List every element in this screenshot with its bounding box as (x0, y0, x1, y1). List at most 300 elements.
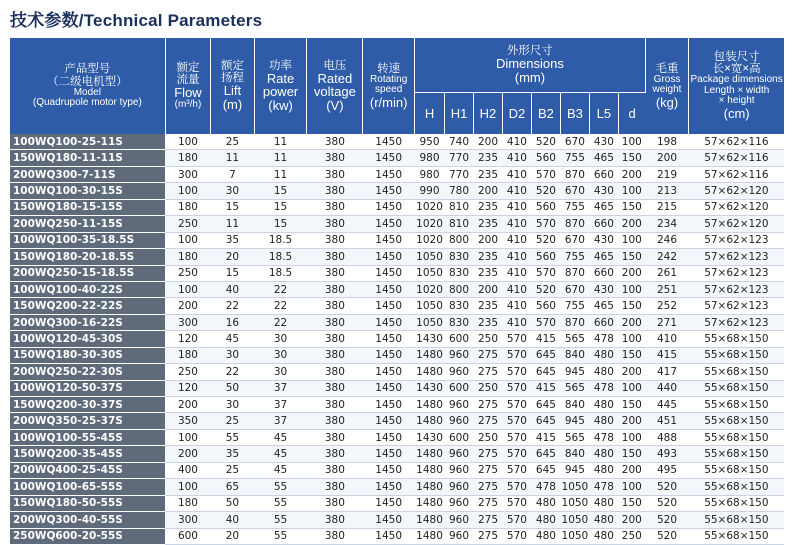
cell-dim-b3: 755 (560, 249, 589, 265)
cell-dim-b2: 645 (531, 397, 560, 413)
cell-dim-h: 1480 (415, 512, 445, 528)
cell-lift: 55 (211, 429, 254, 445)
cell-dim-l5: 660 (589, 314, 618, 330)
cell-speed: 1450 (363, 183, 415, 199)
cell-dim-h1: 960 (445, 446, 474, 462)
cell-lift: 30 (211, 183, 254, 199)
cell-weight: 213 (645, 183, 688, 199)
cell-package: 57×62×123 (689, 298, 784, 314)
cell-dim-l5: 465 (589, 298, 618, 314)
cell-power: 15 (254, 216, 307, 232)
cell-model: 200WQ300-16-22S (10, 314, 165, 330)
cell-dim-d: 200 (618, 314, 645, 330)
cell-dim-h2: 250 (474, 331, 503, 347)
cell-dim-h1: 600 (445, 380, 474, 396)
cell-speed: 1450 (363, 512, 415, 528)
table-row (10, 166, 784, 182)
table-row (10, 380, 784, 396)
cell-model: 200WQ300-7-11S (10, 166, 165, 182)
cell-dim-h2: 200 (474, 281, 503, 297)
cell-lift: 30 (211, 347, 254, 363)
cell-lift: 50 (211, 495, 254, 511)
cell-model: 150WQ180-15-15S (10, 199, 165, 215)
cell-speed: 1450 (363, 380, 415, 396)
cell-model: 100WQ100-55-45S (10, 429, 165, 445)
cell-model: 100WQ120-50-37S (10, 380, 165, 396)
cell-lift: 25 (211, 462, 254, 478)
cell-power: 11 (254, 150, 307, 166)
cell-flow: 300 (165, 166, 211, 182)
cell-dim-b2: 480 (531, 528, 560, 544)
cell-lift: 35 (211, 232, 254, 248)
cell-dim-b2: 645 (531, 446, 560, 462)
cell-dim-d2: 570 (502, 413, 531, 429)
cell-weight: 451 (645, 413, 688, 429)
cell-dim-d: 100 (618, 183, 645, 199)
cell-speed: 1450 (363, 265, 415, 281)
table-row (10, 413, 784, 429)
cell-power: 55 (254, 512, 307, 528)
header-lift: 额定 扬程 Lift (m) (211, 38, 254, 134)
cell-model: 150WQ200-30-37S (10, 397, 165, 413)
cell-voltage: 380 (307, 413, 363, 429)
cell-dim-b3: 945 (560, 462, 589, 478)
cell-voltage: 380 (307, 380, 363, 396)
header-dim-l5: L5 (589, 93, 618, 135)
cell-speed: 1450 (363, 199, 415, 215)
cell-dim-b2: 415 (531, 429, 560, 445)
cell-dim-l5: 478 (589, 479, 618, 495)
cell-dim-h: 1050 (415, 298, 445, 314)
cell-package: 57×62×123 (689, 265, 784, 281)
table-row (10, 265, 784, 281)
cell-dim-l5: 480 (589, 397, 618, 413)
cell-dim-h1: 770 (445, 150, 474, 166)
cell-dim-b2: 645 (531, 413, 560, 429)
cell-dim-b2: 560 (531, 199, 560, 215)
cell-dim-h: 1480 (415, 347, 445, 363)
cell-power: 45 (254, 462, 307, 478)
cell-power: 22 (254, 298, 307, 314)
cell-dim-d2: 410 (502, 314, 531, 330)
cell-dim-b3: 670 (560, 281, 589, 297)
cell-lift: 25 (211, 134, 254, 150)
header-row (10, 38, 784, 93)
cell-weight: 219 (645, 166, 688, 182)
cell-weight: 520 (645, 512, 688, 528)
cell-dim-d2: 570 (502, 495, 531, 511)
table-row (10, 249, 784, 265)
cell-voltage: 380 (307, 364, 363, 380)
cell-dim-l5: 480 (589, 446, 618, 462)
cell-model: 100WQ100-40-22S (10, 281, 165, 297)
cell-weight: 198 (645, 134, 688, 150)
cell-dim-h: 1050 (415, 249, 445, 265)
cell-dim-h2: 250 (474, 429, 503, 445)
header-power: 功率 Rate power (kw) (254, 38, 307, 134)
cell-package: 55×68×150 (689, 512, 784, 528)
cell-dim-h1: 960 (445, 462, 474, 478)
cell-model: 100WQ100-30-15S (10, 183, 165, 199)
cell-dim-d: 150 (618, 446, 645, 462)
cell-dim-h: 1430 (415, 380, 445, 396)
cell-flow: 100 (165, 429, 211, 445)
cell-weight: 488 (645, 429, 688, 445)
cell-package: 55×68×150 (689, 446, 784, 462)
cell-dim-h2: 275 (474, 528, 503, 544)
cell-dim-b3: 840 (560, 446, 589, 462)
cell-weight: 520 (645, 528, 688, 544)
cell-dim-l5: 480 (589, 347, 618, 363)
cell-lift: 11 (211, 150, 254, 166)
cell-lift: 40 (211, 281, 254, 297)
cell-dim-d2: 570 (502, 462, 531, 478)
table-row (10, 232, 784, 248)
cell-dim-b2: 570 (531, 166, 560, 182)
cell-lift: 20 (211, 249, 254, 265)
cell-dim-d2: 570 (502, 364, 531, 380)
cell-dim-h1: 830 (445, 298, 474, 314)
cell-flow: 120 (165, 380, 211, 396)
cell-dim-b3: 1050 (560, 512, 589, 528)
cell-dim-b2: 520 (531, 232, 560, 248)
cell-dim-h: 1480 (415, 528, 445, 544)
cell-dim-b3: 840 (560, 347, 589, 363)
header-flow: 额定 流量 Flow (m³/h) (165, 38, 211, 134)
cell-dim-b3: 565 (560, 380, 589, 396)
cell-speed: 1450 (363, 166, 415, 182)
cell-dim-l5: 430 (589, 281, 618, 297)
table-row (10, 199, 784, 215)
cell-dim-h: 1050 (415, 265, 445, 281)
header-model (10, 38, 165, 134)
cell-model: 200WQ350-25-37S (10, 413, 165, 429)
cell-package: 57×62×123 (689, 232, 784, 248)
cell-dim-b2: 645 (531, 462, 560, 478)
header-dim-d: d (618, 93, 645, 135)
header-dim-b3: B3 (560, 93, 589, 135)
cell-dim-h1: 830 (445, 249, 474, 265)
cell-dim-h: 1480 (415, 479, 445, 495)
header-dim-h: H (415, 93, 445, 135)
cell-power: 30 (254, 347, 307, 363)
cell-dim-d: 150 (618, 347, 645, 363)
cell-voltage: 380 (307, 495, 363, 511)
cell-dim-h2: 275 (474, 397, 503, 413)
cell-dim-d: 150 (618, 199, 645, 215)
cell-dim-d: 100 (618, 380, 645, 396)
cell-dim-h: 1020 (415, 216, 445, 232)
cell-dim-h2: 235 (474, 298, 503, 314)
cell-dim-h: 1020 (415, 281, 445, 297)
cell-lift: 22 (211, 298, 254, 314)
cell-dim-d2: 570 (502, 512, 531, 528)
cell-dim-d2: 410 (502, 298, 531, 314)
header-voltage: 电压 Rated voltage (V) (307, 38, 363, 134)
cell-weight: 520 (645, 479, 688, 495)
cell-lift: 16 (211, 314, 254, 330)
cell-flow: 300 (165, 314, 211, 330)
cell-package: 55×68×150 (689, 380, 784, 396)
cell-flow: 200 (165, 397, 211, 413)
cell-package: 55×68×150 (689, 347, 784, 363)
page-title: 技术参数/Technical Parameters (10, 11, 263, 30)
cell-flow: 180 (165, 495, 211, 511)
cell-model: 150WQ180-50-55S (10, 495, 165, 511)
cell-dim-h: 1430 (415, 331, 445, 347)
cell-dim-h2: 250 (474, 380, 503, 396)
cell-dim-d: 200 (618, 462, 645, 478)
cell-dim-d2: 570 (502, 528, 531, 544)
cell-dim-h2: 235 (474, 150, 503, 166)
cell-lift: 15 (211, 265, 254, 281)
header-model-cn2: （二级电机型） (47, 75, 128, 88)
cell-power: 15 (254, 199, 307, 215)
cell-dim-h1: 800 (445, 232, 474, 248)
table-row (10, 479, 784, 495)
cell-dim-d2: 410 (502, 183, 531, 199)
cell-model: 200WQ250-22-30S (10, 364, 165, 380)
cell-model: 150WQ180-20-18.5S (10, 249, 165, 265)
cell-dim-h: 1480 (415, 462, 445, 478)
cell-weight: 445 (645, 397, 688, 413)
cell-dim-b3: 670 (560, 183, 589, 199)
cell-package: 57×62×120 (689, 199, 784, 215)
header-dim-b2: B2 (531, 93, 560, 135)
table-row (10, 462, 784, 478)
cell-dim-h1: 770 (445, 166, 474, 182)
header-model-cn: 产品型号 (64, 63, 111, 76)
cell-dim-b3: 755 (560, 150, 589, 166)
cell-flow: 100 (165, 232, 211, 248)
cell-dim-h2: 235 (474, 249, 503, 265)
cell-package: 55×68×150 (689, 429, 784, 445)
cell-dim-h: 1480 (415, 364, 445, 380)
table-row (10, 216, 784, 232)
cell-speed: 1450 (363, 495, 415, 511)
cell-package: 57×62×123 (689, 314, 784, 330)
cell-dim-h1: 600 (445, 331, 474, 347)
cell-dim-l5: 480 (589, 528, 618, 544)
cell-package: 57×62×116 (689, 150, 784, 166)
cell-package: 55×68×150 (689, 495, 784, 511)
cell-lift: 40 (211, 512, 254, 528)
cell-package: 57×62×120 (689, 183, 784, 199)
header-weight: 毛重 Gross weight (kg) (645, 38, 688, 134)
cell-power: 18.5 (254, 232, 307, 248)
cell-dim-h1: 830 (445, 265, 474, 281)
cell-dim-h: 1020 (415, 232, 445, 248)
cell-dim-h1: 600 (445, 429, 474, 445)
cell-speed: 1450 (363, 462, 415, 478)
cell-dim-b3: 1050 (560, 495, 589, 511)
cell-dim-b2: 560 (531, 249, 560, 265)
cell-dim-d2: 570 (502, 347, 531, 363)
cell-voltage: 380 (307, 528, 363, 544)
cell-dim-b2: 415 (531, 380, 560, 396)
cell-dim-b2: 570 (531, 314, 560, 330)
cell-model: 150WQ200-22-22S (10, 298, 165, 314)
cell-speed: 1450 (363, 314, 415, 330)
cell-voltage: 380 (307, 479, 363, 495)
cell-dim-b2: 570 (531, 265, 560, 281)
cell-lift: 7 (211, 166, 254, 182)
cell-dim-h: 990 (415, 183, 445, 199)
cell-power: 30 (254, 364, 307, 380)
cell-dim-b2: 520 (531, 134, 560, 150)
cell-dim-l5: 480 (589, 413, 618, 429)
cell-speed: 1450 (363, 397, 415, 413)
cell-voltage: 380 (307, 199, 363, 215)
cell-weight: 242 (645, 249, 688, 265)
cell-dim-l5: 480 (589, 512, 618, 528)
cell-dim-h2: 275 (474, 479, 503, 495)
cell-model: 150WQ180-11-11S (10, 150, 165, 166)
technical-parameters-table (10, 38, 784, 545)
cell-dim-l5: 480 (589, 462, 618, 478)
cell-flow: 250 (165, 364, 211, 380)
cell-dim-l5: 465 (589, 199, 618, 215)
cell-lift: 35 (211, 446, 254, 462)
cell-dim-b3: 870 (560, 265, 589, 281)
cell-dim-h2: 235 (474, 216, 503, 232)
cell-flow: 250 (165, 216, 211, 232)
cell-speed: 1450 (363, 232, 415, 248)
cell-weight: 495 (645, 462, 688, 478)
cell-dim-d2: 570 (502, 397, 531, 413)
cell-lift: 65 (211, 479, 254, 495)
cell-dim-h2: 200 (474, 232, 503, 248)
cell-model: 100WQ100-25-11S (10, 134, 165, 150)
cell-package: 57×62×116 (689, 134, 784, 150)
cell-speed: 1450 (363, 429, 415, 445)
cell-dim-b3: 840 (560, 397, 589, 413)
cell-power: 15 (254, 183, 307, 199)
cell-flow: 350 (165, 413, 211, 429)
cell-flow: 100 (165, 281, 211, 297)
cell-power: 18.5 (254, 249, 307, 265)
cell-dim-h2: 275 (474, 413, 503, 429)
cell-dim-h2: 275 (474, 495, 503, 511)
cell-dim-h2: 200 (474, 183, 503, 199)
cell-dim-h2: 235 (474, 166, 503, 182)
cell-model: 250WQ600-20-55S (10, 528, 165, 544)
cell-dim-l5: 480 (589, 495, 618, 511)
cell-dim-h: 1020 (415, 199, 445, 215)
cell-weight: 271 (645, 314, 688, 330)
cell-voltage: 380 (307, 232, 363, 248)
cell-speed: 1450 (363, 528, 415, 544)
cell-dim-b2: 645 (531, 347, 560, 363)
cell-dim-d: 200 (618, 413, 645, 429)
header-dimensions: 外形尺寸 Dimensions (mm) (415, 38, 646, 93)
cell-dim-d: 150 (618, 397, 645, 413)
table-row (10, 495, 784, 511)
cell-lift: 11 (211, 216, 254, 232)
cell-package: 55×68×150 (689, 364, 784, 380)
cell-dim-h1: 740 (445, 134, 474, 150)
cell-dim-d: 150 (618, 495, 645, 511)
cell-dim-h2: 275 (474, 446, 503, 462)
cell-voltage: 380 (307, 347, 363, 363)
cell-flow: 400 (165, 462, 211, 478)
cell-package: 55×68×150 (689, 397, 784, 413)
cell-weight: 215 (645, 199, 688, 215)
cell-power: 11 (254, 166, 307, 182)
cell-dim-b3: 945 (560, 364, 589, 380)
cell-dim-d2: 410 (502, 249, 531, 265)
cell-power: 37 (254, 413, 307, 429)
cell-weight: 234 (645, 216, 688, 232)
cell-dim-l5: 430 (589, 134, 618, 150)
cell-package: 55×68×150 (689, 479, 784, 495)
header-package: 包装尺寸 长×宽×高 Package dimensions Length × width × height (cm) (689, 38, 784, 134)
cell-dim-d2: 410 (502, 150, 531, 166)
cell-power: 55 (254, 495, 307, 511)
cell-voltage: 380 (307, 397, 363, 413)
cell-dim-h1: 780 (445, 183, 474, 199)
cell-dim-l5: 478 (589, 380, 618, 396)
cell-voltage: 380 (307, 446, 363, 462)
cell-weight: 410 (645, 331, 688, 347)
cell-dim-b2: 560 (531, 150, 560, 166)
cell-lift: 30 (211, 397, 254, 413)
cell-power: 22 (254, 281, 307, 297)
cell-dim-d2: 570 (502, 479, 531, 495)
cell-voltage: 380 (307, 249, 363, 265)
cell-package: 55×68×150 (689, 528, 784, 544)
table-row (10, 331, 784, 347)
cell-voltage: 380 (307, 429, 363, 445)
cell-weight: 493 (645, 446, 688, 462)
cell-voltage: 380 (307, 462, 363, 478)
cell-lift: 15 (211, 199, 254, 215)
cell-voltage: 380 (307, 166, 363, 182)
cell-dim-h1: 960 (445, 347, 474, 363)
cell-dim-b2: 570 (531, 216, 560, 232)
cell-dim-d2: 410 (502, 216, 531, 232)
cell-dim-d: 200 (618, 512, 645, 528)
table-row (10, 429, 784, 445)
table-row (10, 150, 784, 166)
cell-flow: 100 (165, 479, 211, 495)
cell-dim-b2: 480 (531, 512, 560, 528)
cell-dim-h2: 235 (474, 314, 503, 330)
cell-dim-h: 1480 (415, 397, 445, 413)
cell-dim-b3: 755 (560, 298, 589, 314)
cell-power: 45 (254, 446, 307, 462)
cell-dim-h2: 235 (474, 199, 503, 215)
cell-dim-d: 200 (618, 265, 645, 281)
cell-dim-l5: 430 (589, 232, 618, 248)
cell-model: 100WQ120-45-30S (10, 331, 165, 347)
cell-power: 11 (254, 134, 307, 150)
cell-voltage: 380 (307, 150, 363, 166)
cell-power: 55 (254, 479, 307, 495)
cell-dim-h1: 960 (445, 364, 474, 380)
cell-dim-l5: 465 (589, 150, 618, 166)
table-row (10, 347, 784, 363)
cell-dim-d2: 410 (502, 265, 531, 281)
table-row (10, 528, 784, 544)
cell-package: 55×68×150 (689, 413, 784, 429)
cell-dim-h2: 200 (474, 134, 503, 150)
cell-lift: 25 (211, 413, 254, 429)
cell-power: 30 (254, 331, 307, 347)
header-dim-h1: H1 (445, 93, 474, 135)
cell-dim-l5: 465 (589, 249, 618, 265)
table-row (10, 134, 784, 150)
